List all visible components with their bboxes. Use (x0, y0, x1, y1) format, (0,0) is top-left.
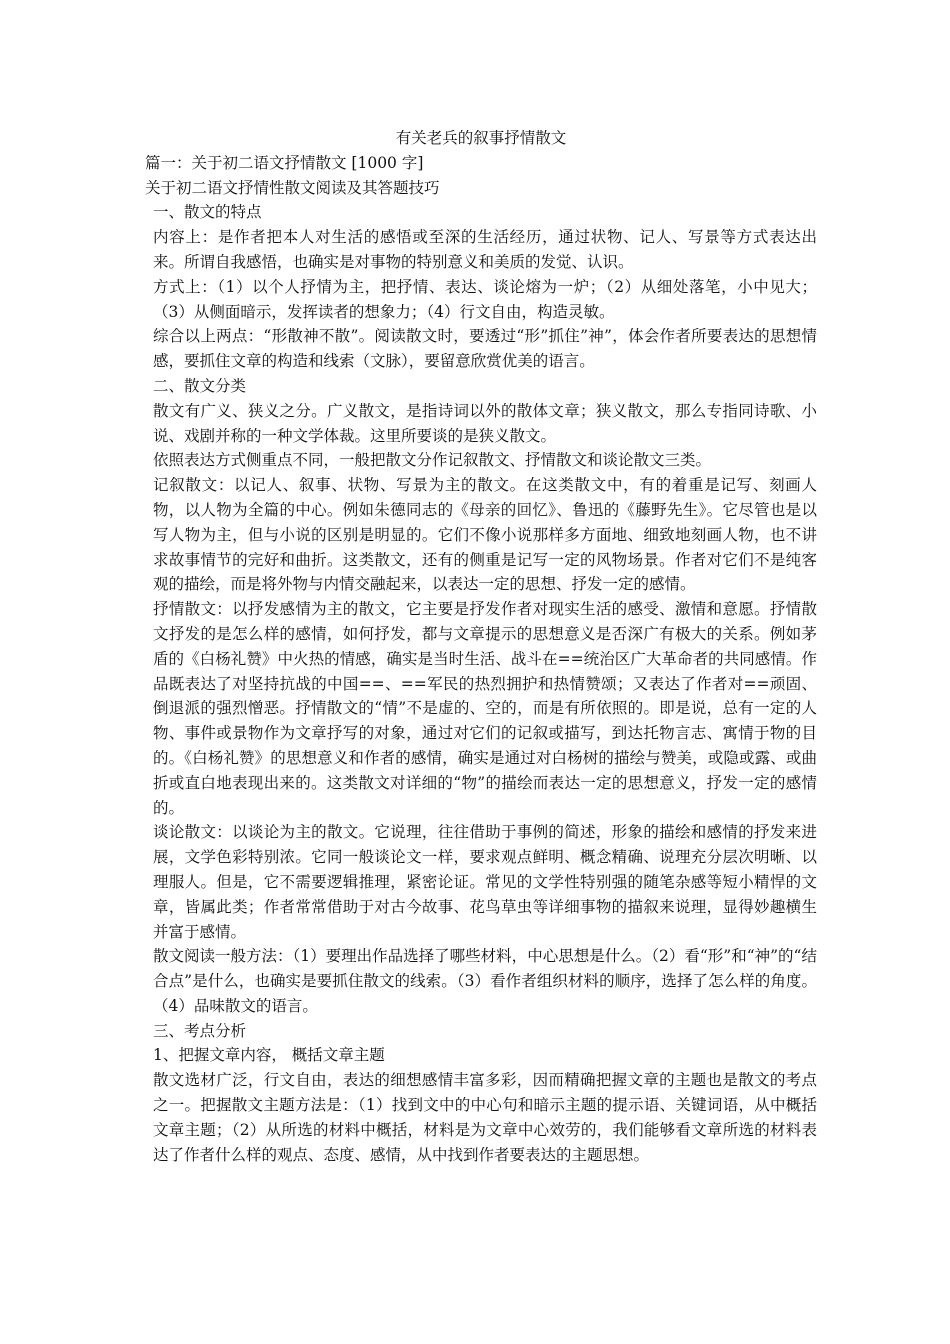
paragraph-classification: 依照表达方式侧重点不同，一般把散文分作记叙散文、抒情散文和谈论散文三类。 (153, 451, 712, 470)
document-title: 有关老兵的叙事抒情散文 (395, 129, 567, 147)
subsection-heading-1: 1、把握文章内容， 概括文章主题 (153, 1046, 385, 1065)
article-subtitle: 关于初二语文抒情性散文阅读及其答题技巧 (145, 178, 440, 197)
section-heading-3: 三、考点分析 (153, 1021, 247, 1040)
paragraph-reading-method: 散文阅读一般方法：（1）要理出作品选择了哪些材料，中心思想是什么。（2）看“形”和“神”的“结合点”是什么，也确实是要抓住散文的线索。（3）看作者组织材料的顺序，选择了怎么样的角度。（4）品味散文的语言。 (153, 947, 817, 1015)
paragraph-summary: 综合以上两点：“形散神不散”。阅读散文时，要透过“形”抓住”神”，体会作者所要表达的思想情感，要抓住文章的构造和线索（文脉），要留意欣赏优美的语言。 (153, 327, 817, 371)
section-heading-1: 一、散文的特点 (153, 203, 262, 222)
paragraph-argumentative-prose: 谈论散文：以谈论为主的散文。它说理，往往借助于事例的简述，形象的描绘和感情的抒发来进展，文学色彩特别浓。它同一般谈论文一样，要求观点鲜明、概念精确、说理充分层次明晰、以理服人。但是，它不需要逻辑推理，紧密论证。常见的文学性特别强的随笔杂感等短小精悍的文章，皆属此类；作者常常借助于对古今故事、花鸟草虫等详细事物的描叙来说理，显得妙趣横生并富于感情。 (153, 823, 817, 941)
paragraph-narrative-prose: 记叙散文：以记人、叙事、状物、写景为主的散文。在这类散文中，有的着重是记写、刻画人物，以人物为全篇的中心。例如朱德同志的《母亲的回忆》、鲁迅的《藤野先生》。它尽管也是以写人物为主，但与小说的区别是明显的。它们不像小说那样多方面地、细致地刻画人物，也不讲求故事情节的完好和曲折。这类散文，还有的侧重是记写一定的风物场景。作者对它们不是纯客观的描绘，而是将外物与内情交融起来，以表达一定的思想、抒发一定的感情。 (153, 476, 817, 594)
section-heading-2: 二、散文分类 (153, 376, 247, 395)
paragraph-method: 方式上：（1）以个人抒情为主，把抒情、表达、谈论熔为一炉；（2）从细处落笔，小中见大；（3）从侧面暗示，发挥读者的想象力；（4）行文自由，构造灵敏。 (153, 277, 817, 321)
chapter-heading: 篇一：关于初二语文抒情散文 [1000 字] (145, 153, 424, 172)
paragraph-definition: 散文有广义、狭义之分。广义散文，是指诗词以外的散体文章；狭义散文，那么专指同诗歌、小说、戏剧并称的一种文学体裁。这里所要谈的是狭义散文。 (153, 401, 817, 445)
paragraph-content: 内容上：是作者把本人对生活的感悟或至深的生活经历，通过状物、记人、写景等方式表达出来。所谓自我感悟，也确实是对事物的特别意义和美质的发觉、认识。 (153, 228, 817, 271)
paragraph-lyrical-prose: 抒情散文：以抒发感情为主的散文，它主要是抒发作者对现实生活的感受、激情和意愿。抒情散文抒发的是怎么样的感情，如何抒发，都与文章提示的思想意义是否深广有极大的关系。例如茅盾的《白杨礼赞》中火热的情感，确实是当时生活、战斗在==统治区广大革命者的共同感情。作品既表达了对坚持抗战的中国==、==军民的热烈拥护和热情赞颂；又表达了作者对==顽固、倒退派的强烈憎恶。抒情散文的“情”不是虚的、空的，而是有所依照的。即是说，总有一定的人物、事件或景物作为文章抒写的对象，通过对它们的记叙或描写，到达托物言志、寓情于物的目的。《白杨礼赞》的思想意义和作者的感情，确实是通过对白杨树的描绘与赞美，或隐或露、或曲折或直白地表现出来的。这类散文对详细的“物”的描绘而表达一定的思想意义，抒发一定的感情的。 (153, 600, 817, 817)
paragraph-theme: 散文选材广泛，行文自由，表达的细想感情丰富多彩，因而精确把握文章的主题也是散文的考点之一。把握散文主题方法是：（1）找到文中的中心句和暗示主题的提示语、关键词语，从中概括文章主题；（2）从所选的材料中概括，材料是为文章中心效劳的，我们能够看文章所选的材料表达了作者什么样的观点、态度、感情，从中找到作者要表达的主题思想。 (153, 1071, 817, 1164)
document-body (145, 126, 817, 1167)
